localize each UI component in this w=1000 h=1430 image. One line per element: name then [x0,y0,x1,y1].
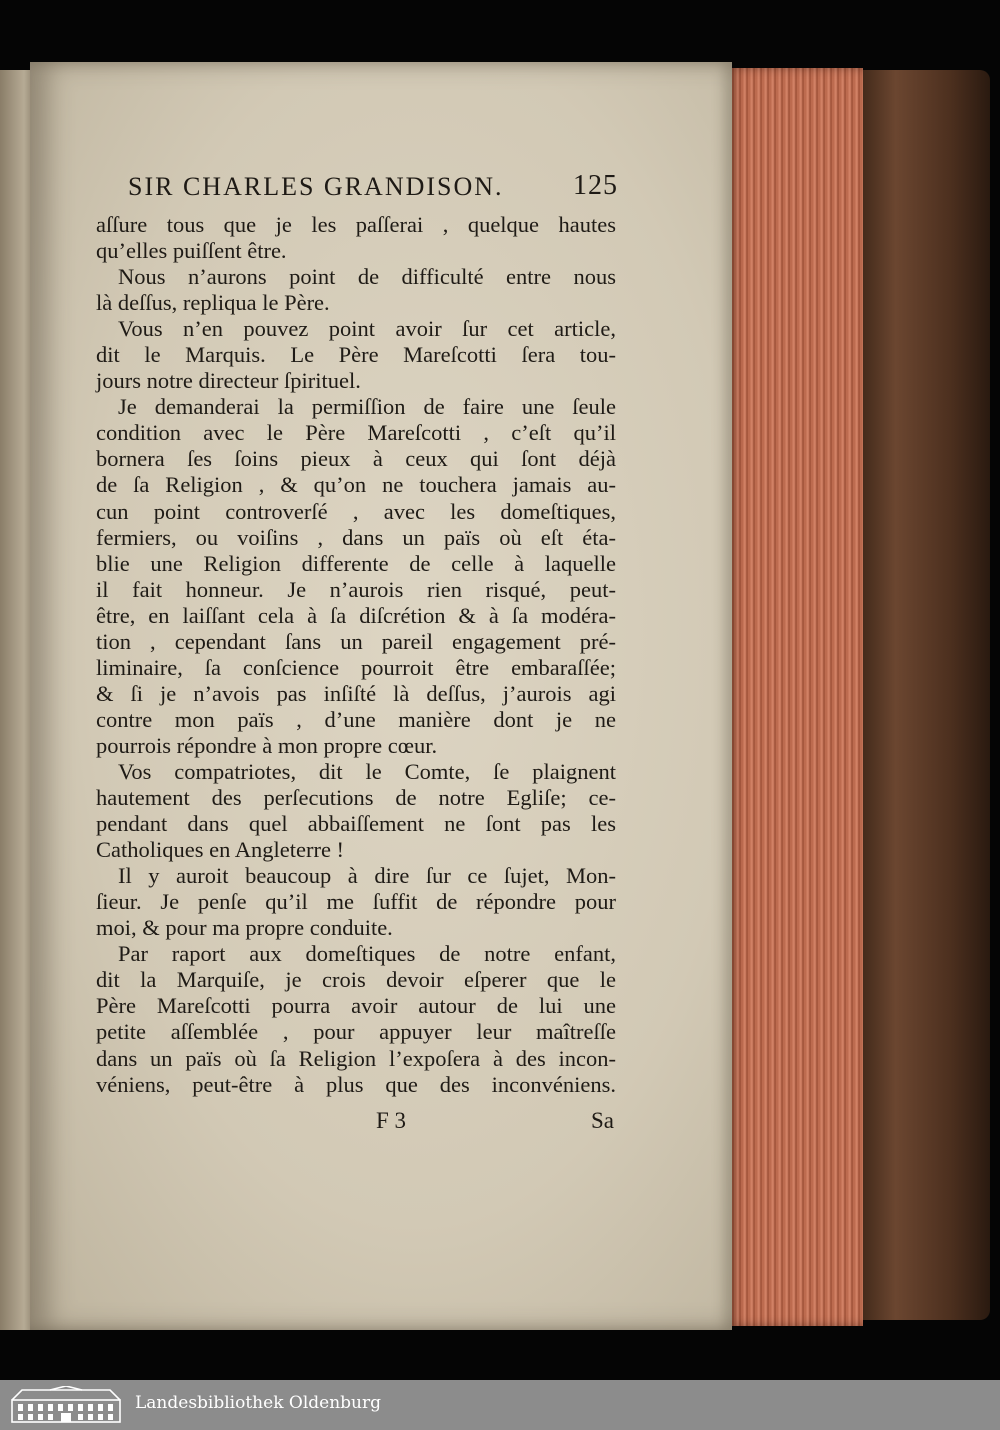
text-line: blie une Religion differente de celle à laquelle [96,550,616,576]
text-line: cun point controverſé , avec les domeſtiques, [96,498,616,524]
text-line: Catholiques en Angleterre ! [96,837,345,863]
text-line: ſieur. Je penſe qu’il me ſuffit de répondre pour [96,889,616,915]
text-line: hautement des perſecutions de notre Egliſe; ce- [96,785,616,811]
text-line: là deſſus, repliqua le Père. [96,290,330,316]
text-line: contre mon païs , d’une manière dont je ne [96,706,616,732]
running-title: SIR CHARLES GRANDISON. [128,172,504,201]
page-block-edges [728,68,863,1326]
text-line: être, en laiſſant cela à ſa diſcrétion & à ſa modéra- [96,602,616,628]
attribution-bar [0,1380,1000,1430]
catchword: Sa [591,1108,614,1133]
body-text [96,212,616,1098]
text-line: véniens, peut-être à plus que des inconvéniens. [96,1071,616,1097]
text-line: Vous n’en pouvez point avoir ſur cet article, [118,316,616,342]
book-cover-edge [855,70,990,1320]
text-line: de ſa Religion , & qu’on ne touchera jamais au- [96,472,616,498]
page-number: 125 [573,170,618,201]
text-line: bornera ſes ſoins pieux à ceux qui ſont déjà [96,446,616,472]
running-header [128,170,618,210]
text-line: dit le Marquis. Le Père Mareſcotti ſera tou- [96,342,616,368]
library-building-icon [10,1386,122,1424]
text-line: Je demanderai la permiſſion de faire une ſeule [118,394,616,420]
text-line: Il y auroit beaucoup à dire ſur ce ſujet, Mon- [118,863,616,889]
text-line: jours notre directeur ſpirituel. [96,368,361,394]
text-line: Vos compatriotes, dit le Comte, ſe plaignent [118,758,616,784]
text-line: dit la Marquiſe, je crois devoir eſperer que le [96,967,616,993]
text-line: pourrois répondre à mon propre cœur. [96,732,438,758]
text-line: & ſi je n’avois pas inſiſté là deſſus, j’aurois agi [96,680,616,706]
text-line: moi, & pour ma propre conduite. [96,915,393,941]
text-line: qu’elles puiſſent être. [96,238,287,264]
text-line: Par raport aux domeſtiques de notre enfant, [118,941,616,967]
text-line: pendant dans quel abbaiſſement ne ſont pas les [96,811,616,837]
signature-mark: F 3 [376,1108,407,1133]
text-line: aſſure tous que je les paſſerai , quelque hautes [96,212,616,237]
text-line: petite aſſemblée , pour appuyer leur maîtreſſe [96,1019,616,1045]
text-line: Nous n’aurons point de difficulté entre nous [118,264,616,290]
text-line: tion , cependant ſans un pareil engagement pré- [96,628,616,654]
text-line: dans un païs où ſa Religion l’expoſera à des incon- [96,1045,616,1071]
text-line: liminaire, ſa conſcience pourroit être embaraſſée; [96,654,616,680]
text-line: fermiers, ou voiſins , dans un païs où eſt éta- [96,524,616,550]
page-footer [96,1108,614,1142]
text-line: il fait honneur. Je n’aurois rien risqué, peut- [96,576,616,602]
library-name: Landesbibliothek Oldenburg [135,1393,382,1413]
text-line: Père Mareſcotti pourra avoir autour de lui une [96,993,616,1019]
text-line: condition avec le Père Mareſcotti , c’eſt qu’il [96,420,616,446]
